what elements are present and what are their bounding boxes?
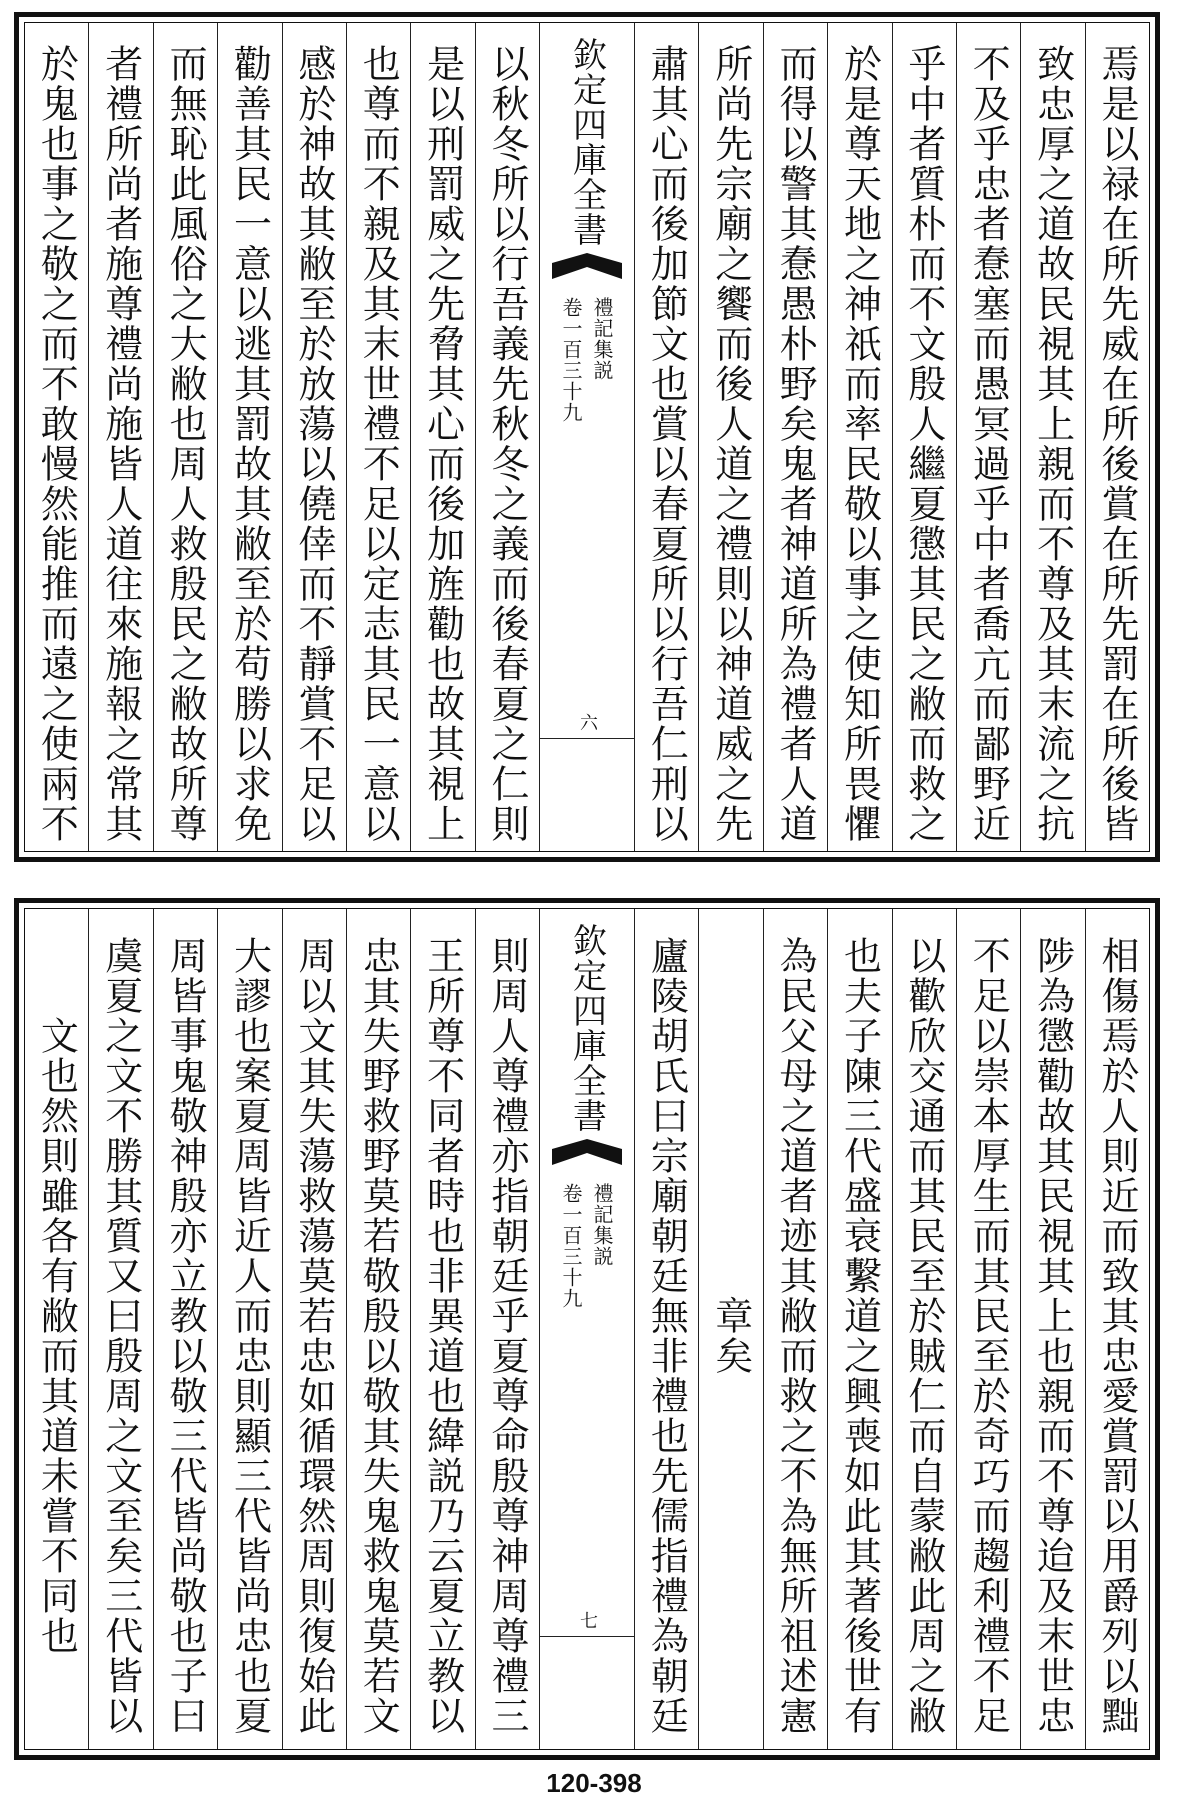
text-column: 勸善其民一意以逃其罰故其敝至於苟勝以求免 <box>217 23 281 851</box>
page-label: 120-398 <box>546 1768 642 1798</box>
text-column: 不足以崇本厚生而其民至於奇巧而趨利禮不足 <box>956 909 1020 1749</box>
text-column: 大謬也案夏周皆近人而忠則顯三代皆尚忠也夏 <box>217 909 281 1749</box>
text-column: 以秋冬所以行吾義先秋冬之義而後春夏之仁則 <box>475 23 539 851</box>
text-column: 所尚先宗廟之饗而後人道之禮則以神道威之先 <box>698 23 762 851</box>
text-column: 陟為懲勸故其民視其上也親而不尊迨及末世忠 <box>1020 909 1084 1749</box>
text-column: 乎中者質朴而不文殷人繼夏懲其民之敝而救之 <box>892 23 956 851</box>
volume-number: 卷一百三十九 <box>559 1183 583 1309</box>
fish-tail-mark-icon <box>552 1139 622 1165</box>
center-column <box>539 23 634 851</box>
text-column: 章矣 <box>698 909 762 1749</box>
text-column: 為民父母之道者迹其敝而救之不為無所祖述憲 <box>763 909 827 1749</box>
book-info <box>557 297 617 423</box>
text-column: 是以刑罰威之先脅其心而後加旌勸也故其視上 <box>410 23 474 851</box>
page-number: 七 <box>577 1611 598 1629</box>
text-column: 而無恥此風俗之大敝也周人救殷民之敝故所尊 <box>153 23 217 851</box>
text-column: 王所尊不同者時也非異道也緯説乃云夏立教以 <box>410 909 474 1749</box>
text-column: 周皆事鬼敬神殷亦立教以敬三代皆尚敬也子曰 <box>153 909 217 1749</box>
series-title: 欽定四庫全書 <box>566 37 607 247</box>
book-info <box>557 1183 617 1309</box>
text-column: 於鬼也事之敬之而不敢慢然能推而遠之使兩不 <box>34 44 79 844</box>
divider <box>540 738 634 739</box>
book-title: 禮記集説 <box>590 297 614 381</box>
text-column: 以歡欣交通而其民至於賊仁而自蒙敝此周之敝 <box>892 909 956 1749</box>
book-title: 禮記集説 <box>590 1183 614 1267</box>
text-column: 虞夏之文不勝其質又曰殷周之文至矣三代皆以 <box>88 909 152 1749</box>
text-column: 則周人尊禮亦指朝廷乎夏尊命殷尊神周尊禮三 <box>475 909 539 1749</box>
bottom-page-text-grid <box>24 908 1150 1750</box>
text-column: 者禮所尚者施尊禮尚施皆人道往來施報之常其 <box>88 23 152 851</box>
text-column: 周以文其失蕩救蕩莫若忠如循環然周則復始此 <box>282 909 346 1749</box>
text-column: 肅其心而後加節文也賞以春夏所以行吾仁刑以 <box>634 23 698 851</box>
top-page-text-grid <box>24 22 1150 852</box>
text-column: 廬陵胡氏曰宗廟朝廷無非禮也先儒指禮為朝廷 <box>634 909 698 1749</box>
center-column <box>539 909 634 1749</box>
page-number: 六 <box>577 713 598 731</box>
text-column: 文也然則雖各有敝而其道未嘗不同也 <box>34 1016 79 1656</box>
volume-number: 卷一百三十九 <box>559 297 583 423</box>
text-column: 也夫子陳三代盛衰繫道之興喪如此其著後世有 <box>827 909 891 1749</box>
text-column: 感於神故其敝至於放蕩以僥倖而不靜賞不足以 <box>282 23 346 851</box>
bottom-page <box>14 898 1160 1760</box>
text-column: 相傷焉於人則近而致其忠愛賞罰以用爵列以黜 <box>1085 909 1149 1749</box>
text-column: 而得以警其惷愚朴野矣鬼者神道所為禮者人道 <box>763 23 827 851</box>
text-column: 焉是以禄在所先威在所後賞在所先罰在所後皆 <box>1085 23 1149 851</box>
series-title: 欽定四庫全書 <box>566 923 607 1133</box>
text-column: 致忠厚之道故民視其上親而不尊及其末流之抗 <box>1020 23 1084 851</box>
fish-tail-mark-icon <box>552 253 622 279</box>
text-column: 於是尊天地之神祇而率民敬以事之使知所畏懼 <box>827 23 891 851</box>
text-column: 忠其失野救野莫若敬殷以敬其失鬼救鬼莫若文 <box>346 909 410 1749</box>
divider <box>540 1636 634 1637</box>
text-column: 也尊而不親及其末世禮不足以定志其民一意以 <box>346 23 410 851</box>
top-page <box>14 12 1160 862</box>
text-column: 不及乎忠者惷塞而愚冥過乎中者喬亢而鄙野近 <box>956 23 1020 851</box>
